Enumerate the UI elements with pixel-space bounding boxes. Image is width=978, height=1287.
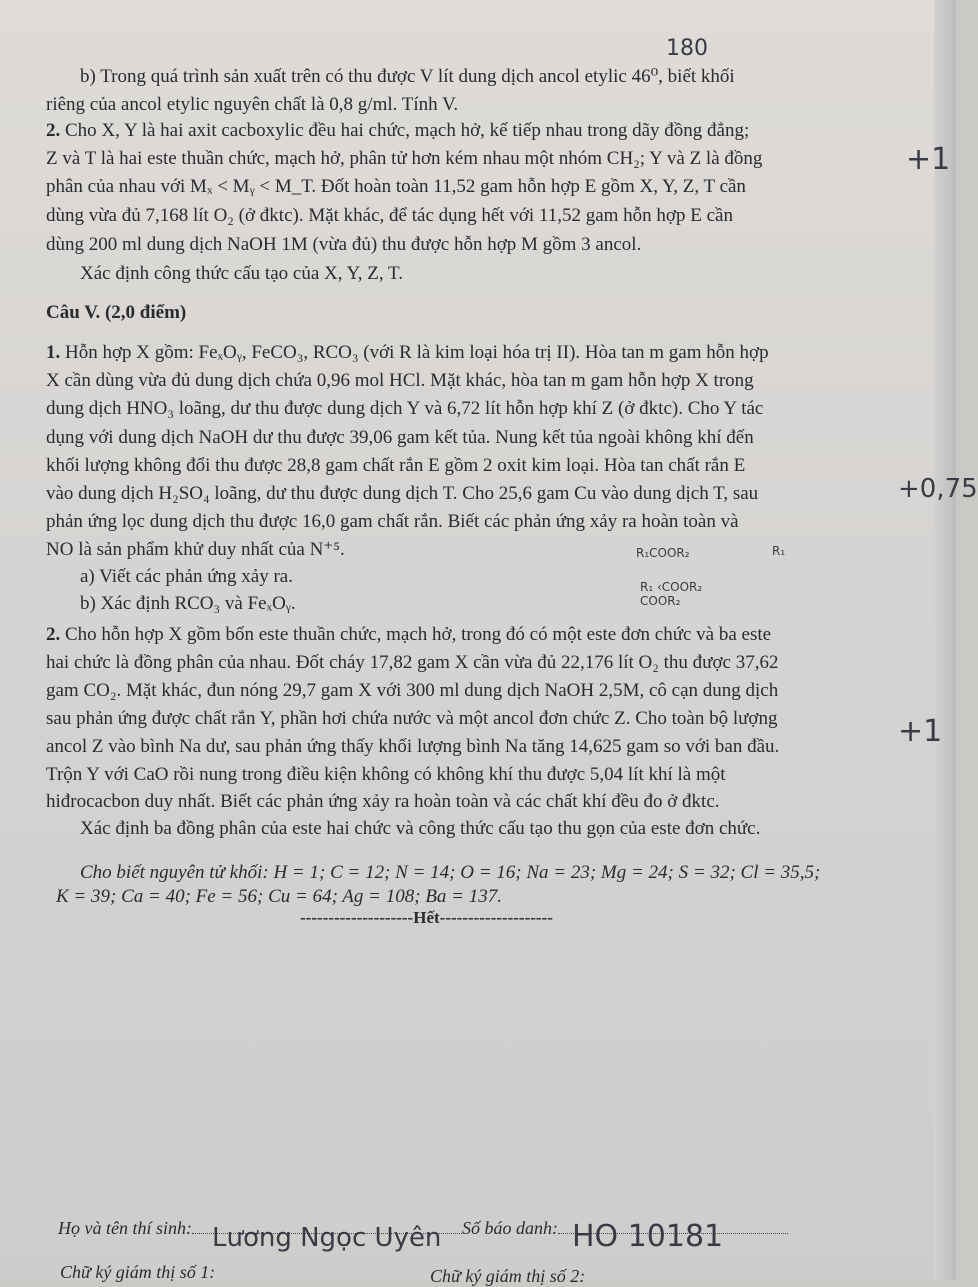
question-number: 1.	[46, 342, 61, 363]
text-run: Hỗn hợp X gồm: FeₓOᵧ, FeCO₃, RCO₃ (với R là kim loại hóa trị II). Hòa tan m gam hỗn hợp	[60, 342, 769, 363]
text-run: Cho X, Y là hai axit cacboxylic đều hai chức, mạch hở, kế tiếp nhau trong dãy đồng đẳng;	[60, 120, 750, 141]
candidate-name-label: Họ và tên thí sinh:	[58, 1218, 192, 1238]
text-line	[46, 118, 896, 144]
handwritten-score-1: +1	[906, 142, 951, 177]
text-line: NO là sản phẩm khử duy nhất của N⁺⁵.	[46, 539, 345, 560]
section-heading: Câu V. (2,0 điểm)	[46, 302, 187, 323]
text-line: riêng của ancol etylic nguyên chất là 0,8 g/ml. Tính V.	[46, 94, 459, 115]
text-line: Z và T là hai este thuần chức, mạch hở, phân tử hơn kém nhau một nhóm CH₂; Y và Z là đồng	[46, 148, 763, 169]
text-line: phân của nhau với Mₓ < Mᵧ < M_T. Đốt hoàn toàn 11,52 gam hỗn hợp E gồm X, Y, Z, T cần	[46, 176, 746, 197]
text-line: hiđrocacbon duy nhất. Biết các phản ứng xảy ra hoàn toàn và các chất khí đều đo ở đktc.	[46, 791, 720, 812]
proctor-2-signature-label: Chữ ký giám thị số 2:	[430, 1266, 586, 1286]
question-number: 2.	[46, 120, 61, 141]
text-line	[46, 622, 896, 648]
text-line: dụng với dung dịch NaOH dư thu được 39,06 gam kết tủa. Nung kết tủa ngoài không khí đến	[46, 427, 754, 448]
text-line: dùng vừa đủ 7,168 lít O₂ (ở đktc). Mặt khác, để tác dụng hết với 11,52 gam hỗn hợp E cần	[46, 205, 733, 226]
text-line: Trộn Y với CaO rồi nung trong điều kiện không có không khí thu được 5,04 lít khí là một	[46, 764, 726, 785]
text-line: X cần dùng vừa đủ dung dịch chứa 0,96 mol HCl. Mặt khác, hòa tan m gam hỗn hợp X trong	[46, 370, 754, 391]
text-run: Cho hỗn hợp X gồm bốn este thuần chức, mạch hở, trong đó có một este đơn chức và ba este	[60, 624, 772, 645]
proctor-1-signature-label: Chữ ký giám thị số 1:	[60, 1262, 216, 1282]
handwritten-note-top: 180	[666, 36, 708, 61]
paper-edge	[934, 0, 956, 1280]
question-number: 2.	[46, 624, 61, 645]
text-line: sau phản ứng được chất rắn Y, phần hơi chứa nước và một ancol đơn chức Z. Cho toàn bộ lượng	[46, 708, 778, 729]
candidate-number-field	[558, 1219, 788, 1254]
atomic-masses-note: K = 39; Ca = 40; Fe = 56; Cu = 64; Ag = 108; Ba = 137.	[56, 886, 502, 907]
text-line: Xác định công thức cấu tạo của X, Y, Z, T.	[80, 263, 403, 284]
text-line: Xác định ba đồng phân của este hai chức và công thức cấu tạo thu gọn của este đơn chức.	[80, 818, 761, 839]
candidate-name-handwriting: Lương Ngọc Uyên	[211, 1223, 442, 1253]
candidate-name-row	[58, 1218, 788, 1254]
text-line: b) Xác định RCO₃ và FeₓOᵧ.	[80, 593, 296, 614]
text-line: vào dung dịch H₂SO₄ loãng, dư thu được dung dịch T. Cho 25,6 gam Cu vào dung dịch T, sau	[46, 483, 759, 504]
text-line	[46, 340, 896, 366]
end-marker: --------------------Hết--------------------	[300, 908, 553, 927]
handwritten-score-3: +1	[898, 714, 943, 749]
handwritten-sketch-1: R₁COOR₂	[636, 546, 690, 560]
candidate-number-handwriting: HO 10181	[571, 1219, 724, 1254]
text-line: dung dịch HNO₃ loãng, dư thu được dung dịch Y và 6,72 lít hỗn hợp khí Z (ở đktc). Cho Y tác	[46, 398, 764, 419]
handwritten-sketch-3: R₁ ‹COOR₂ COOR₂	[640, 580, 703, 608]
handwritten-sketch-2: R₁	[772, 544, 786, 558]
candidate-number-label: Số báo danh:	[461, 1218, 558, 1238]
handwritten-score-2: +0,75	[898, 474, 978, 504]
text-line: phản ứng lọc dung dịch thu được 16,0 gam chất rắn. Biết các phản ứng xảy ra hoàn toàn và	[46, 511, 739, 532]
text-line: b) Trong quá trình sản xuất trên có thu được V lít dung dịch ancol etylic 46⁰, biết khối	[80, 66, 735, 87]
text-line: ancol Z vào bình Na dư, sau phản ứng thấy khối lượng bình Na tăng 14,625 gam so với ban đầu.	[46, 736, 780, 757]
text-line: a) Viết các phản ứng xảy ra.	[80, 566, 293, 587]
text-line: gam CO₂. Mặt khác, đun nóng 29,7 gam X với 300 ml dung dịch NaOH 2,5M, cô cạn dung dịch	[46, 680, 779, 701]
atomic-masses-note: Cho biết nguyên tử khối: H = 1; C = 12; N = 14; O = 16; Na = 23; Mg = 24; S = 32; Cl = 35,5;	[80, 862, 821, 883]
candidate-name-field	[192, 1223, 462, 1253]
text-line: dùng 200 ml dung dịch NaOH 1M (vừa đủ) thu được hỗn hợp M gồm 3 ancol.	[46, 234, 642, 255]
text-line: khối lượng không đổi thu được 28,8 gam chất rắn E gồm 2 oxit kim loại. Hòa tan chất rắn E	[46, 455, 746, 476]
text-line: hai chức là đồng phân của nhau. Đốt cháy 17,82 gam X cần vừa đủ 22,176 lít O₂ thu được 37,62	[46, 652, 779, 673]
